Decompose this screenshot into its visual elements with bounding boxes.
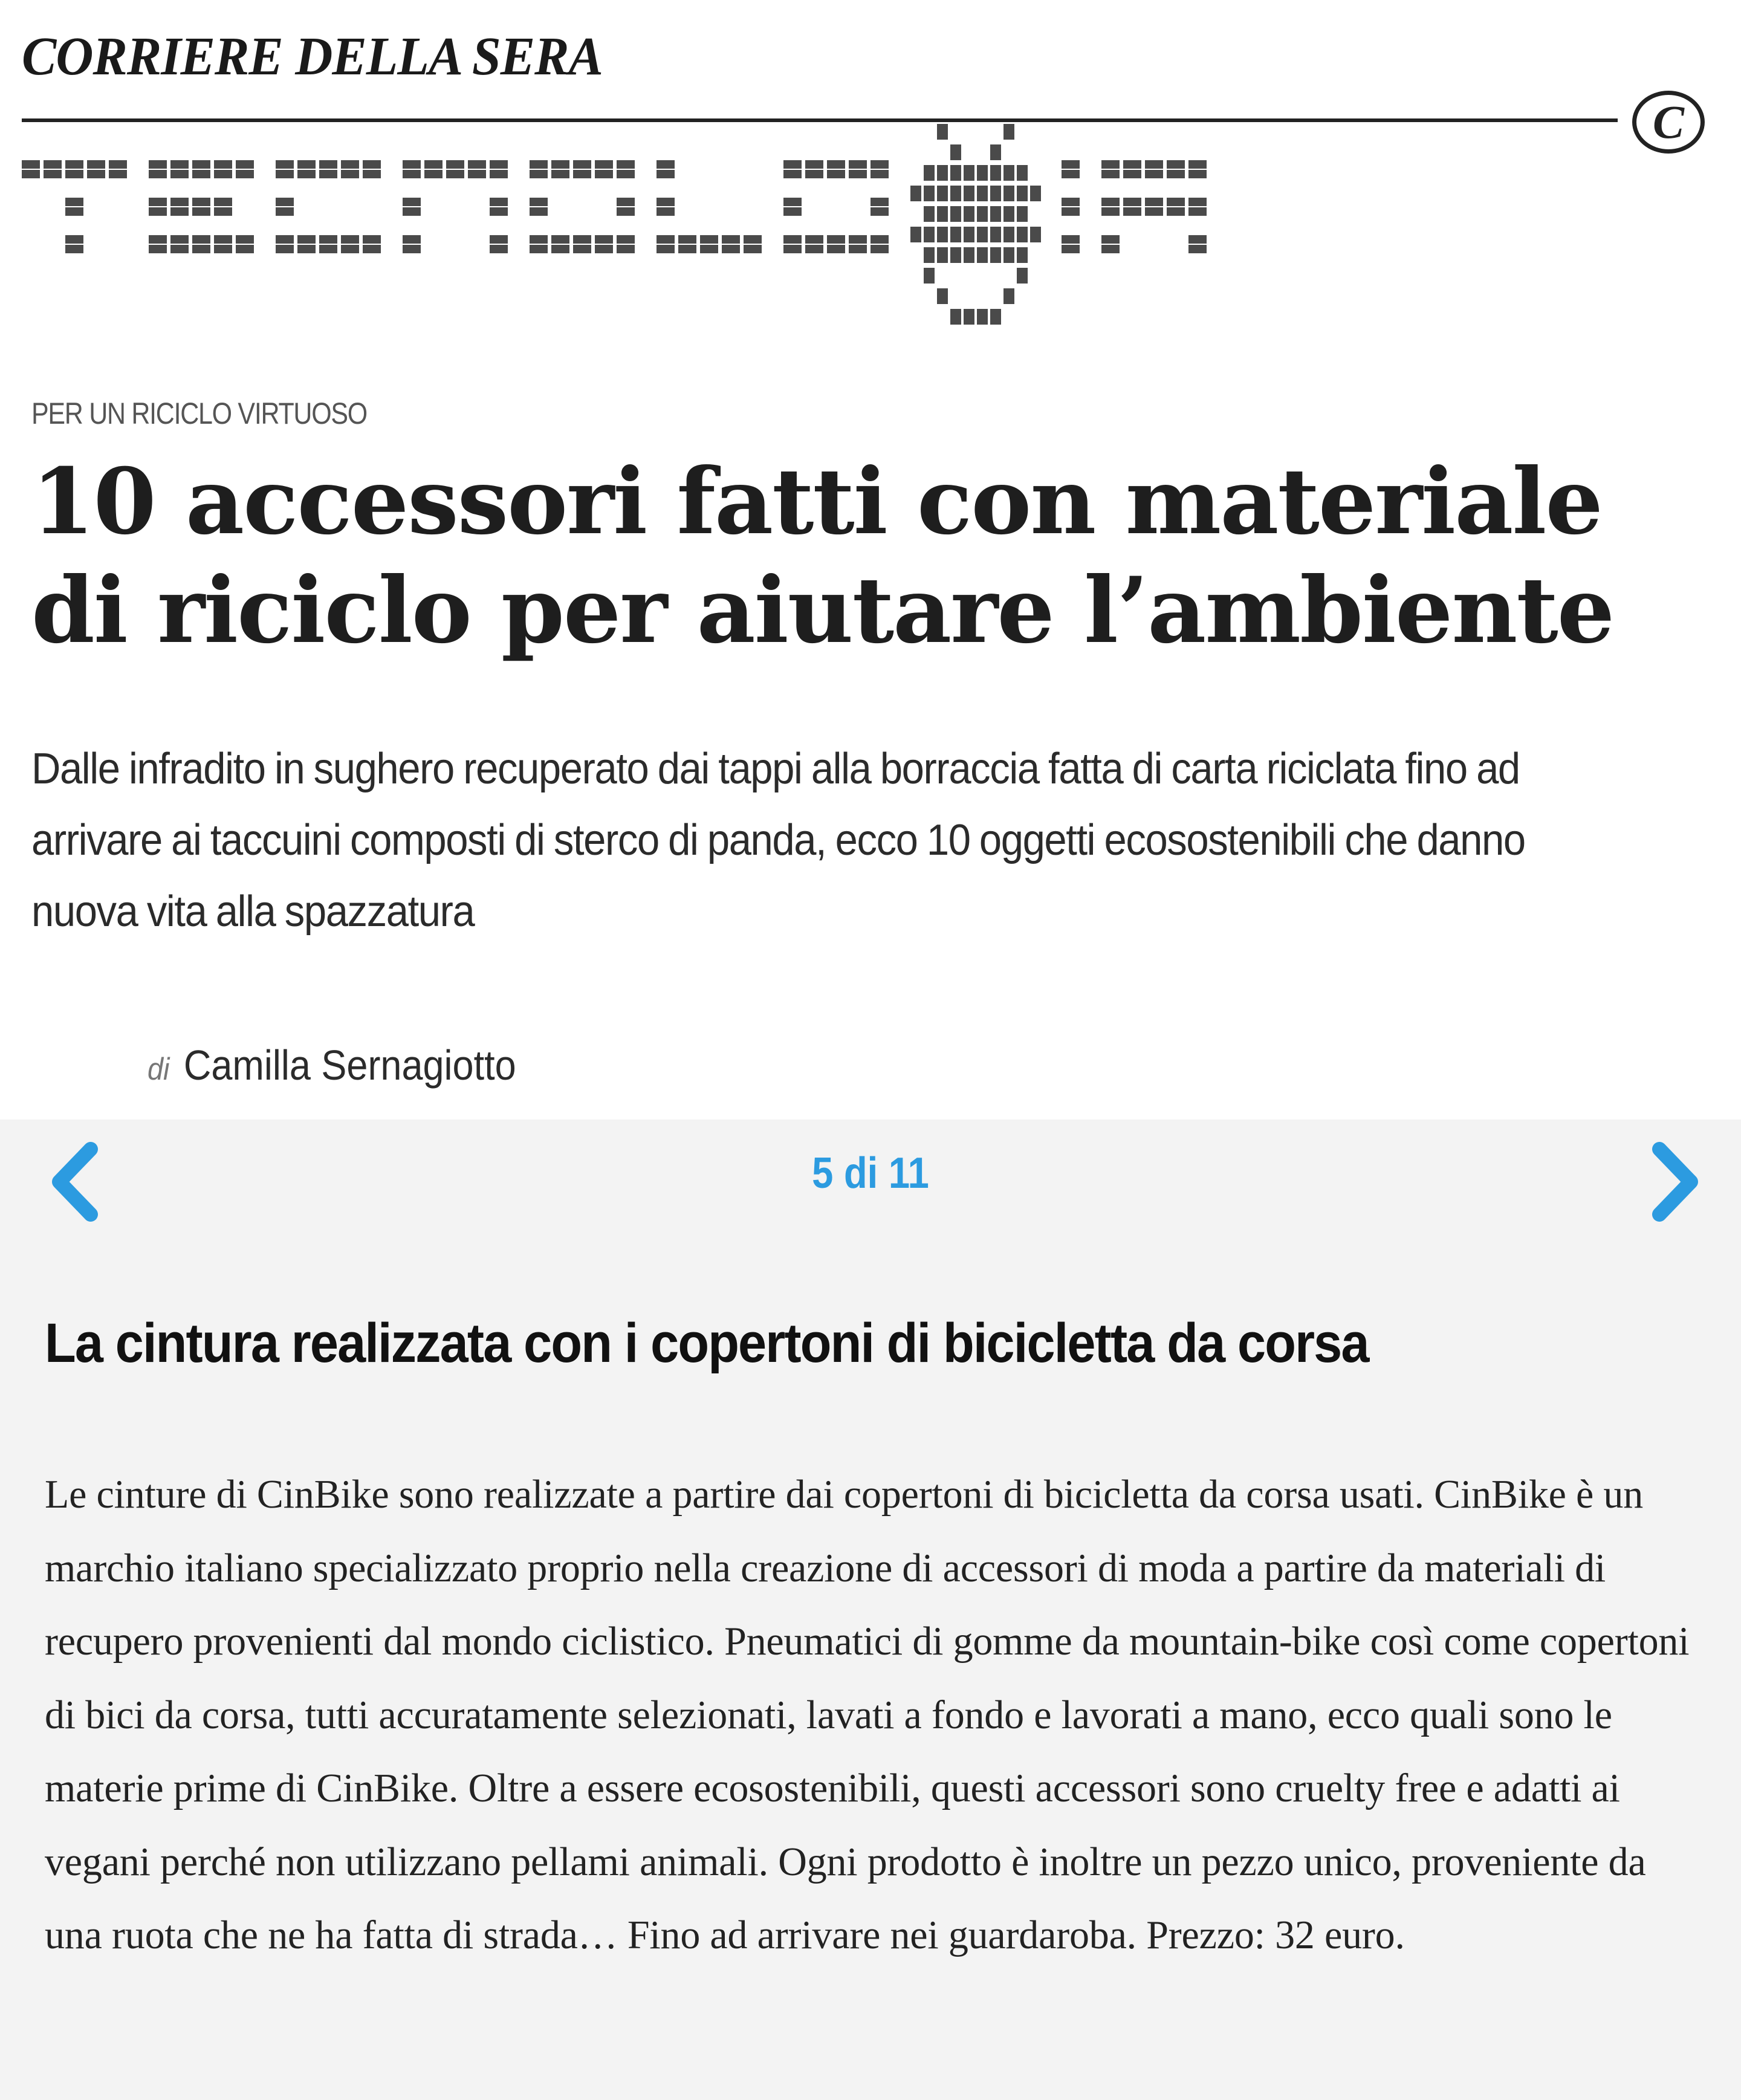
logo-pixel (617, 198, 635, 206)
logo-pixel (783, 198, 802, 206)
logo-pixel (924, 268, 935, 284)
chevron-right-icon[interactable] (1641, 1138, 1708, 1223)
newspaper-logo[interactable]: CORRIERE DELLA SERA (22, 25, 603, 86)
logo-pixel (1030, 227, 1041, 242)
logo-pixel (192, 245, 210, 253)
logo-pixel (1123, 160, 1141, 169)
logo-pixel (170, 160, 189, 169)
logo-pixel (468, 160, 486, 169)
logo-pixel (363, 160, 381, 169)
logo-pixel (964, 206, 974, 222)
logo-pixel (964, 247, 974, 263)
slide-title: La cintura realizzata con i copertoni di bicicletta da corsa (45, 1312, 1369, 1374)
logo-pixel (1017, 268, 1028, 284)
logo-pixel (403, 235, 421, 244)
byline-prefix: di (148, 1052, 170, 1087)
logo-pixel (657, 198, 675, 206)
logo-pixel (490, 207, 508, 216)
logo-pixel (964, 309, 974, 325)
logo-pixel (214, 170, 232, 178)
logo-pixel (783, 245, 802, 253)
logo-pixel (950, 206, 961, 222)
logo-pixel (236, 170, 254, 178)
logo-pixel (722, 235, 740, 244)
logo-pixel (1017, 186, 1028, 201)
logo-pixel (297, 235, 316, 244)
logo-pixel (236, 245, 254, 253)
logo-pixel (65, 160, 83, 169)
logo-pixel (319, 245, 337, 253)
logo-pixel (1167, 170, 1185, 178)
logo-pixel (65, 245, 83, 253)
logo-pixel (1145, 170, 1163, 178)
logo-pixel (403, 198, 421, 206)
logo-pixel (149, 207, 167, 216)
logo-pixel (783, 235, 802, 244)
logo-pixel (595, 235, 613, 244)
logo-pixel (849, 160, 867, 169)
logo-pixel (657, 235, 675, 244)
logo-pixel (530, 245, 548, 253)
logo-pixel (990, 227, 1001, 242)
logo-pixel (783, 170, 802, 178)
logo-pixel (990, 144, 1001, 160)
logo-pixel (403, 245, 421, 253)
logo-pixel (276, 170, 294, 178)
logo-pixel (1145, 207, 1163, 216)
logo-pixel (276, 235, 294, 244)
logo-pixel (170, 207, 189, 216)
logo-pixel (1003, 165, 1014, 181)
logo-pixel (551, 170, 569, 178)
logo-pixel (341, 170, 359, 178)
logo-pixel (990, 247, 1001, 263)
logo-pixel (1188, 198, 1207, 206)
logo-pixel (276, 160, 294, 169)
logo-pixel (1062, 170, 1080, 178)
logo-pixel (530, 160, 548, 169)
logo-pixel (236, 235, 254, 244)
logo-pixel (678, 245, 696, 253)
logo-pixel (214, 207, 232, 216)
logo-pixel (1101, 235, 1120, 244)
logo-pixel (783, 160, 802, 169)
logo-pixel (1123, 170, 1141, 178)
logo-pixel (977, 206, 988, 222)
section-logo-tecnologia[interactable] (22, 124, 1654, 369)
logo-pixel (595, 160, 613, 169)
logo-pixel (363, 235, 381, 244)
logo-pixel (1101, 160, 1120, 169)
logo-pixel (937, 227, 948, 242)
logo-pixel (1003, 124, 1014, 140)
logo-pixel (1062, 160, 1080, 169)
logo-pixel (950, 144, 961, 160)
logo-pixel (1017, 165, 1028, 181)
logo-pixel (403, 170, 421, 178)
logo-pixel (722, 245, 740, 253)
logo-pixel (977, 309, 988, 325)
logo-pixel (490, 160, 508, 169)
logo-pixel (950, 247, 961, 263)
logo-pixel (1188, 235, 1207, 244)
logo-pixel (1188, 207, 1207, 216)
logo-pixel (617, 160, 635, 169)
article-kicker: PER UN RICICLO VIRTUOSO (31, 397, 367, 430)
logo-pixel (937, 165, 948, 181)
logo-pixel (530, 170, 548, 178)
logo-pixel (1167, 160, 1185, 169)
gallery-counter: 5 di 11 (812, 1149, 929, 1197)
logo-pixel (1003, 186, 1014, 201)
logo-pixel (1017, 206, 1028, 222)
logo-pixel (700, 245, 718, 253)
logo-pixel (149, 198, 167, 206)
logo-pixel (1101, 198, 1120, 206)
logo-pixel (870, 198, 889, 206)
logo-pixel (1101, 245, 1120, 253)
logo-pixel (1062, 235, 1080, 244)
logo-pixel (297, 170, 316, 178)
logo-pixel (1123, 198, 1141, 206)
logo-pixel (990, 186, 1001, 201)
logo-pixel (827, 170, 845, 178)
logo-pixel (214, 160, 232, 169)
logo-pixel (341, 160, 359, 169)
logo-pixel (924, 247, 935, 263)
logo-pixel (950, 227, 961, 242)
logo-pixel (870, 160, 889, 169)
logo-pixel (170, 198, 189, 206)
logo-pixel (870, 245, 889, 253)
logo-pixel (827, 160, 845, 169)
logo-pixel (573, 235, 591, 244)
logo-pixel (977, 247, 988, 263)
logo-pixel (977, 227, 988, 242)
logo-pixel (192, 207, 210, 216)
copyright-icon: C (1632, 91, 1705, 154)
logo-pixel (617, 245, 635, 253)
logo-pixel (276, 198, 294, 206)
logo-pixel (1003, 288, 1014, 304)
logo-pixel (950, 186, 961, 201)
author-name[interactable]: Camilla Sernagiotto (183, 1042, 516, 1089)
logo-pixel (87, 170, 105, 178)
logo-pixel (950, 309, 961, 325)
logo-pixel (937, 186, 948, 201)
logo-pixel (964, 165, 974, 181)
logo-pixel (65, 198, 83, 206)
logo-pixel (1062, 245, 1080, 253)
logo-pixel (424, 170, 443, 178)
logo-pixel (551, 245, 569, 253)
logo-pixel (1003, 227, 1014, 242)
logo-pixel (964, 186, 974, 201)
logo-pixel (924, 206, 935, 222)
logo-pixel (924, 165, 935, 181)
logo-pixel (849, 245, 867, 253)
logo-pixel (170, 245, 189, 253)
logo-pixel (297, 245, 316, 253)
logo-pixel (236, 160, 254, 169)
logo-pixel (1188, 170, 1207, 178)
logo-pixel (149, 235, 167, 244)
logo-pixel (990, 309, 1001, 325)
logo-pixel (149, 245, 167, 253)
logo-pixel (657, 170, 675, 178)
logo-pixel (65, 235, 83, 244)
logo-pixel (551, 160, 569, 169)
logo-pixel (1030, 186, 1041, 201)
logo-pixel (403, 160, 421, 169)
logo-pixel (276, 207, 294, 216)
logo-pixel (1167, 198, 1185, 206)
logo-pixel (937, 206, 948, 222)
article-summary: Dalle infradito in sughero recuperato dai tappi alla borraccia fatta di carta riciclata fino ad arrivare ai taccuini composti di sterco di panda, ecco 10 oggetti ecosostenibili che danno nuova vita alla spazzatura (31, 745, 1525, 936)
logo-pixel (65, 207, 83, 216)
logo-pixel (700, 235, 718, 244)
logo-pixel (1101, 170, 1120, 178)
logo-pixel (551, 235, 569, 244)
logo-pixel (276, 245, 294, 253)
logo-pixel (363, 170, 381, 178)
logo-pixel (937, 288, 948, 304)
logo-pixel (937, 247, 948, 263)
logo-pixel (1145, 198, 1163, 206)
logo-pixel (170, 235, 189, 244)
logo-pixel (870, 235, 889, 244)
logo-pixel (490, 245, 508, 253)
logo-pixel (87, 160, 105, 169)
logo-pixel (573, 160, 591, 169)
logo-pixel (1062, 198, 1080, 206)
logo-pixel (341, 245, 359, 253)
logo-pixel (490, 198, 508, 206)
logo-pixel (595, 170, 613, 178)
logo-pixel (849, 235, 867, 244)
logo-pixel (910, 186, 921, 201)
logo-pixel (990, 165, 1001, 181)
logo-pixel (319, 235, 337, 244)
logo-pixel (910, 227, 921, 242)
logo-pixel (214, 245, 232, 253)
logo-pixel (1167, 207, 1185, 216)
logo-pixel (924, 227, 935, 242)
logo-pixel (424, 160, 443, 169)
logo-pixel (109, 160, 127, 169)
logo-pixel (937, 124, 948, 140)
logo-pixel (22, 170, 40, 178)
logo-pixel (490, 170, 508, 178)
logo-pixel (805, 235, 823, 244)
logo-pixel (657, 207, 675, 216)
logo-pixel (403, 207, 421, 216)
logo-pixel (617, 207, 635, 216)
logo-pixel (1062, 207, 1080, 216)
logo-pixel (1123, 207, 1141, 216)
logo-pixel (1003, 247, 1014, 263)
logo-pixel (341, 235, 359, 244)
logo-pixel (990, 206, 1001, 222)
logo-pixel (363, 245, 381, 253)
logo-pixel (827, 235, 845, 244)
logo-pixel (964, 227, 974, 242)
logo-pixel (44, 170, 62, 178)
logo-pixel (192, 235, 210, 244)
logo-pixel (192, 170, 210, 178)
slide-body: Le cinture di CinBike sono realizzate a partire dai copertoni di bicicletta da corsa usati. CinBike è un marchio italiano specializzato proprio nella creazione di accessori di moda a partire da materiali di recupero provenienti dal mondo ciclistico. Pneumatici di gomme da mountain-bike così come copertoni di bici da corsa, tutti accuratamente selezionati, lavati a fondo e lavorati a mano, ecco quali sono le materie prime di CinBike. Oltre a essere ecosostenibili, questi accessori sono cruelty free e adatti ai vegani perché non utilizzano pellami animali. Ogni prodotto è inoltre un pezzo unico, proveniente da una ruota che ne ha fatta di strada… Fino ad arrivare nei guardaroba. Prezzo: 32 euro. (45, 1472, 1690, 1957)
logo-pixel (44, 160, 62, 169)
logo-pixel (22, 160, 40, 169)
logo-pixel (65, 170, 83, 178)
logo-pixel (319, 160, 337, 169)
gallery-next-button[interactable] (1641, 1138, 1708, 1223)
gallery-prev-button[interactable] (42, 1138, 109, 1223)
logo-pixel (192, 160, 210, 169)
logo-pixel (170, 170, 189, 178)
logo-pixel (297, 160, 316, 169)
logo-pixel (446, 160, 464, 169)
logo-pixel (744, 245, 762, 253)
logo-pixel (214, 235, 232, 244)
logo-pixel (1017, 227, 1028, 242)
logo-pixel (1188, 245, 1207, 253)
logo-pixel (530, 235, 548, 244)
logo-pixel (678, 235, 696, 244)
logo-pixel (595, 245, 613, 253)
logo-pixel (192, 198, 210, 206)
logo-pixel (827, 245, 845, 253)
chevron-left-icon[interactable] (42, 1138, 109, 1223)
logo-pixel (744, 235, 762, 244)
logo-pixel (1145, 160, 1163, 169)
logo-pixel (617, 170, 635, 178)
logo-pixel (490, 235, 508, 244)
logo-pixel (805, 170, 823, 178)
logo-pixel (573, 170, 591, 178)
logo-pixel (214, 198, 232, 206)
logo-pixel (468, 170, 486, 178)
masthead-divider (22, 118, 1618, 122)
logo-pixel (1003, 206, 1014, 222)
article-headline: 10 accessori fatti con materiale di riciclo per aiutare l’ambiente (31, 449, 1614, 664)
logo-pixel (1188, 160, 1207, 169)
logo-pixel (617, 235, 635, 244)
logo-pixel (924, 186, 935, 201)
logo-pixel (870, 207, 889, 216)
logo-pixel (530, 207, 548, 216)
logo-pixel (530, 198, 548, 206)
logo-pixel (783, 207, 802, 216)
logo-pixel (1101, 207, 1120, 216)
logo-pixel (977, 165, 988, 181)
logo-pixel (149, 160, 167, 169)
logo-pixel (657, 160, 675, 169)
logo-pixel (657, 245, 675, 253)
logo-pixel (950, 165, 961, 181)
logo-pixel (805, 160, 823, 169)
logo-pixel (870, 170, 889, 178)
logo-pixel (446, 170, 464, 178)
logo-pixel (319, 170, 337, 178)
logo-pixel (849, 170, 867, 178)
logo-pixel (805, 245, 823, 253)
logo-pixel (149, 170, 167, 178)
logo-pixel (109, 170, 127, 178)
logo-pixel (1017, 247, 1028, 263)
logo-pixel (977, 186, 988, 201)
byline (148, 1041, 516, 1089)
logo-pixel (573, 245, 591, 253)
